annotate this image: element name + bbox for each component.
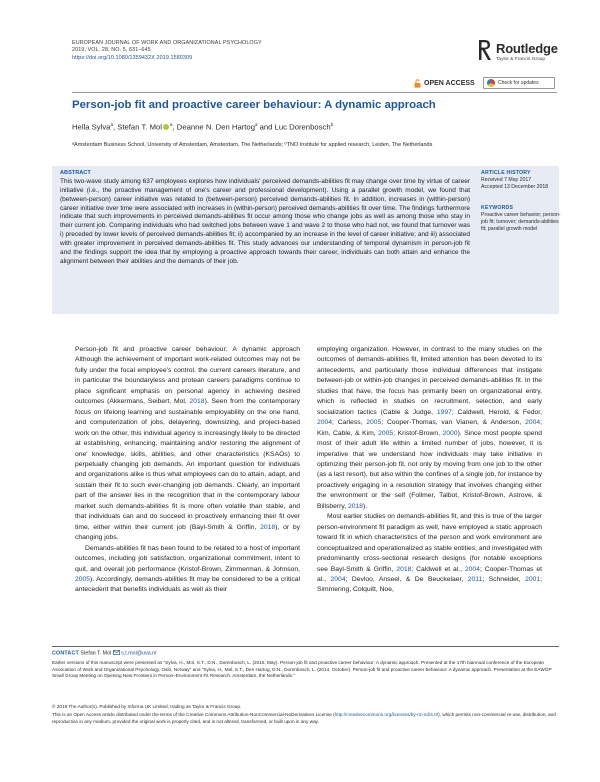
earlier-versions-note: Earlier versions of this manuscript were presented as "Sylva, H., Mol, S.T., D.N., Dorenbosch, L. (2015, May). Person-job fit and proactive career behaviour: A dynamic approach. Presented at the 17th biannual conference of the European Association of Work and Organizational Psychology, Oslo, Norway" and "Sylva, H., Mol, S.T., Den Hartog, D.N., Dorenbosch, L. (2014, October). Person-job fit and proactive career behaviour: A dynamic approach. Presentation at the EAWOP Small Group Meeting on Opening New Frontiers in Person–Environment Fit Research. Amsterdam, the Netherlands."	[52, 660, 552, 679]
body-text-run: ).	[363, 502, 368, 510]
email-icon	[113, 650, 120, 655]
license-text-post: ), which permits non-commercial re-use, distribution, and reproduction in any medium, provided the original work is properly cited, and is not altered, transformed, or built upon in any way.	[52, 712, 556, 724]
publisher-logo	[478, 39, 558, 67]
author-separator: and	[257, 122, 275, 132]
orcid-icon[interactable]	[163, 124, 169, 130]
keywords-text: Proactive career behavior; person-job fit; turnover; demands-abilities fit; parallel growth model	[481, 212, 561, 232]
affiliations: ᵃAmsterdam Business School, University of Amsterdam, Amsterdam, The Netherlands; ᵇTNO Institute for applied research, Leiden, The Netherlands	[72, 142, 433, 148]
citation-year-link[interactable]: 2018	[189, 398, 205, 406]
journal-volume: 2019, VOL. 28, NO. 5, 631–645	[72, 47, 151, 54]
received-date: Received 7 May 2017	[481, 177, 532, 183]
body-text-run: ; Caldwell et al.,	[411, 565, 465, 573]
body-column-right	[317, 345, 542, 596]
journal-doi-link[interactable]: https://doi.org/10.1080/1359432X.2019.1580309	[72, 54, 193, 61]
routledge-logo-icon	[478, 39, 492, 61]
body-text-run: ), or by changing jobs.	[75, 523, 300, 542]
journal-name: EUROPEAN JOURNAL OF WORK AND ORGANIZATIONAL PSYCHOLOGY	[72, 40, 262, 46]
author-affiliation-marker: a	[110, 122, 113, 127]
body-text-run: Demands-abilities fit has been found to be related to a host of important outcomes, including job satisfaction, organizational commitment, intent to quit, and overall job performance (Kristof-Brown, Zimmerman, & Johnson,	[75, 544, 300, 573]
body-text-run: employing organization. However, in contrast to the many studies on the outcomes of demands-abilities fit, limited attention has been devoted to its antecedents, and particularly those individual differences that instigate between-job or within-job changes in perceived demands-abilities fit. In the studies that have, the focus has primarily been on organizational entry, which is reflected in studies on recruitment, selection, and early socialization tactics (Cable & Judge,	[317, 346, 542, 416]
citation-year-link[interactable]: 1997	[436, 408, 452, 416]
author-name: Hella Sylva	[72, 122, 111, 132]
open-access-label: OPEN ACCESS	[424, 80, 475, 87]
accepted-date: Accepted 13 December 2018	[481, 184, 549, 190]
keywords-heading: KEYWORDS	[481, 205, 514, 211]
article-title: Person-job fit and proactive career behaviour: A dynamic approach	[72, 99, 436, 111]
citation-year-link[interactable]: 2004	[317, 419, 333, 427]
body-text-run: ). Since most people spend most of their adult life within a limited number of jobs, however, it is imperative that we understand how individuals may take initiative in optimizing their person-job fit, not only by moving from one job to the other (as a last resort), but also within the confines of a single job, for instance by proactively engaging in a resolution strategy that involves changing either the environment or the self (Follmer, Talbot, Kristof-Brown, Astrove, & Billsberry,	[317, 429, 542, 510]
author-separator: ,	[112, 122, 118, 132]
body-text-run: ). Seen from the contemporary focus on lifelong learning and sustainable employability on the one hand, and computerization of jobs, delayering, downsizing, and project-based work on the other, this individual agency is increasingly likely to be directed at establishing, enhancing, maintaining and/or restoring the alignment of one' knowledge, skills, abilities, and other characteristics (KSAOs) to perpetually changing job demands. An important question for individuals and organizations alike is thus what employees can do to attain, adapt, and sustain their fit to such ever-changing job demands. Clearly, an important part of the answer lies in the recognition that in the contemporary labour market such demands-abilities fit is more often volatile than stable, and that individuals can and do succeed in proactively enhancing their fit over time, either within their current job (Bayl-Smith & Griffin,	[75, 398, 300, 531]
citation-year-link[interactable]: 2004	[525, 419, 541, 427]
body-paragraph	[317, 345, 542, 512]
body-text-run: Person-job fit and proactive career behaviour: A dynamic approach Although the achievement of important work-related outcomes may not be fully under the focal employee's control, the current careers literature, and in particular the boundaryless and protean careers paradigms continue to place significant emphasis on personal agency in achieving desired outcomes (Akkermans, Seibert, Mol,	[75, 346, 300, 406]
copyright-line: © 2019 The Author(s). Published by Informa UK Limited, trading as Taylor & Francis Group.	[52, 704, 242, 709]
citation-year-link[interactable]: 2004	[330, 575, 346, 583]
author-separator: ,	[172, 122, 177, 132]
body-paragraph	[75, 345, 300, 544]
citation-year-link[interactable]: 2005	[75, 575, 91, 583]
open-lock-icon	[414, 79, 421, 88]
check-for-updates-button[interactable]	[483, 77, 555, 89]
keywords-block	[481, 205, 561, 233]
license-note	[52, 712, 559, 725]
author-affiliation-marker: a	[169, 122, 173, 127]
body-text-run: Most earlier studies on demands-abilities fit, and this is true of the larger person-environment fit paradigm as well, have employed a static approach toward fit in which characteristics of the person and work environment are conceptualized and operationalized as stable entities, and investigated with predominantly cross-sectional research designs (for notable exceptions see Bayl-Smith & Griffin,	[317, 513, 542, 573]
author-name: Luc Dorenbosch	[274, 122, 331, 132]
citation-year-link[interactable]: 2000	[442, 429, 458, 437]
body-text-run: ; Cooper-Thomas, van Vianen, & Anderson,	[381, 419, 526, 427]
publisher-name: Routledge	[496, 41, 558, 56]
body-text-run: ; Devloo, Anseel, & De Beuckelaer,	[345, 575, 468, 583]
citation-year-link[interactable]: 2005	[378, 429, 394, 437]
contact-label: CONTACT	[52, 650, 79, 657]
author-name: Deanne N. Den Hartog	[176, 122, 255, 132]
body-text-run: ). Accordingly, demands-abilities fit may be considered to be a critical antecedent that benefits individuals as well as their	[75, 575, 300, 594]
license-link[interactable]: http://creativecommons.org/licenses/by-nc-nd/4.0/	[334, 712, 439, 717]
article-history-heading: ARTICLE HISTORY	[481, 170, 531, 176]
body-text-run: ; Kim, Cable, & Kim,	[317, 419, 543, 437]
citation-year-link[interactable]: 2018	[260, 523, 276, 531]
open-access-badge	[414, 79, 475, 88]
author-list	[72, 122, 333, 132]
footnote-divider	[52, 646, 559, 647]
citation-year-link[interactable]: 2018	[396, 565, 412, 573]
body-text-run: ; Cooper-Thomas et al.,	[317, 565, 542, 583]
crossmark-icon	[487, 79, 495, 87]
contact-name: Stefan T. Mol	[80, 650, 112, 657]
abstract-text: This two-wave study among 637 employees explores how individuals' perceived demands-abilities fit may change over time by virtue of career initiative (i.e., the proactive management of one's career and professional development). Using a parallel growth model, we found that (between-person) career initiative was related to (between-person) perceived demands-abilities fit. In addition, increases in (within-person) career initiative over time were associated with increases in (within-person) perceived demands-abilities fit over time. The findings furthermore indicate that such improvements in perceived demands-abilities fit occur among those who change jobs as well as among those who stay in their current job. Comparing individuals who had switched jobs between wave 1 and wave 2 to those who had not, we found that turnover was i) preceded by lower levels of perceived demands-abilities fit; ii) accompanied by an increase in the level of career initiative; and iii) associated with greater improvement in perceived demands-abilities fit. This study advances our understanding of temporal dynamism in person-job fit and the findings support the idea that by employing a proactive approach towards their career, individuals can both attain and enhance the alignment between their abilities and the demands of their job.	[60, 178, 470, 265]
citation-year-link[interactable]: 2001	[525, 575, 541, 583]
header-divider	[72, 92, 557, 93]
license-text-pre: This is an Open Access article distributed under the terms of the Creative Commons Attribution-NonCommercial-NoDerivatives License (	[52, 712, 335, 717]
body-paragraph	[317, 512, 542, 596]
author-affiliation-marker: a	[254, 122, 258, 127]
citation-year-link[interactable]: 2004	[464, 565, 480, 573]
citation-year-link[interactable]: 2005	[366, 419, 382, 427]
body-text-run: ; Simmering, Colquitt, Noe,	[317, 575, 542, 594]
contact-email-link[interactable]: s.t.mol@uva.nl	[121, 650, 157, 657]
publisher-subtitle: Taylor & Francis Group	[496, 57, 546, 62]
body-text-run: ; Caldwell, Herold, & Fedor,	[451, 408, 542, 416]
article-history	[481, 170, 561, 191]
body-text-run: ; Schneider,	[482, 575, 526, 583]
body-column-left	[75, 345, 300, 596]
body-paragraph	[75, 544, 300, 596]
contact-line	[52, 650, 559, 657]
body-text-run: ; Kristof-Brown,	[393, 429, 443, 437]
journal-meta	[72, 40, 262, 62]
author-name: Stefan T. Mol	[117, 122, 162, 132]
author-affiliation-marker: b	[330, 122, 334, 127]
abstract-heading: ABSTRACT	[60, 170, 91, 176]
body-text-run: ; Carless,	[332, 419, 367, 427]
check-for-updates-label: Check for updates	[498, 80, 539, 86]
citation-year-link[interactable]: 2018	[348, 502, 364, 510]
citation-year-link[interactable]: 2011	[467, 575, 483, 583]
